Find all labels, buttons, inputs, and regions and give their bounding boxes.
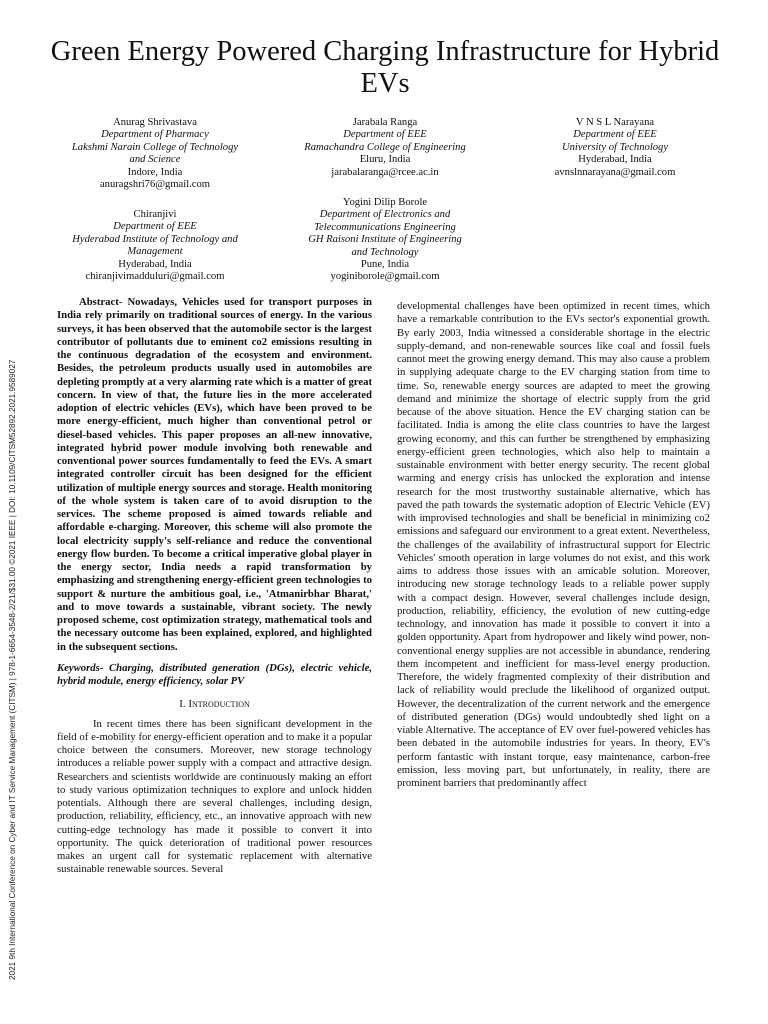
author-name: Anurag Shrivastava bbox=[113, 117, 197, 128]
author-email: jarabalaranga@rcee.ac.in bbox=[331, 166, 439, 178]
section-heading: I. Introduction bbox=[179, 698, 250, 711]
author-block-3 bbox=[520, 117, 710, 179]
author-institution: Telecommunications Engineering bbox=[314, 221, 456, 233]
author-department: Department of Electronics and bbox=[319, 209, 451, 221]
author-email: anuragshri76@gmail.com bbox=[99, 179, 211, 191]
author-location: Eluru, India bbox=[359, 154, 411, 166]
author-block-4 bbox=[55, 209, 255, 283]
author-name: V N S L Narayana bbox=[575, 117, 655, 128]
abstract: Abstract- Nowadays, Vehicles used for transport purposes in India rely primarily on traditional sources of energy. In the various surveys, it has been observed that the automobile sector is the largest contributor of pollutants due to eminent co2 emissions resulting in the continuous degradation of the ecosystem and environment. Besides, the petroleum products usually used in automobiles are depleting promptly at a very alarming rate which is a matter of great concern. In view of that, the future lies in the more accelerated adoption of electric vehicles (EVs), which have been proved to be more energy-efficient, much higher than conventional petrol or diesel-based vehicles. This paper proposes an all-new innovative, integrated hybrid power module involving both renewable and conventional power sources fundamentally to feed the EVs. A smart integrated controller circuit has been designed for the efficient utilization of multiple energy sources and storage. Health monitoring of the whole system is taken care of to avoid disruption to the services. The scheme proposed is aimed towards reliable and affordable e-charging. Moreover, this scheme will also promote the local electricity supply's self-reliance and reduce the conventional energy flow burden. To become a critical imperative global player in the energy sector, India needs a rapid transformation by emphasizing and strengthening energy-efficient green technologies to support & nurture the ambitious goal, i.e., 'Atmanirbhar Bharat,' and to move towards a sustainable, vibrant society. The newly proposed scheme, cost optimization strategy, mathematical tools and the necessary outcome has been explained, explored, and highlighted in the subsequent sections. bbox=[57, 296, 372, 653]
conference-citation: 2021 9th International Conference on Cyber and IT Service Management (CITSM) | 978-1-6654-3548-2/21/$31.00 ©2021 IEEE | DOI: 10.1109/CITSM52892.2021.9589027 bbox=[8, 359, 17, 980]
body-paragraph: developmental challenges have been optimized in recent times, which have a remarkable contribution to the EVs sector's exponential growth. By early 2003, India witnessed a considerable shortage in the electric supply-demand, and non-renewable sources like coal and fossil fuels cannot meet the growing energy demand. This may also cause a problem in supplying adequate charge to the EV charging station from time to time. So, renewable energy sources are adapted to meet the growing demand and minimize the shortage of electric supply from the grid because of the above situation. Hence the EV charging station can be facilitated. India is among the elite class countries to have the largest growing economy, and this can further be strengthened by emphasizing energy-efficient green technologies, which also help to maintain a sustainable environment with better energy security. The recent global warming and energy crisis has unlocked the exploration and intense research for the most trustworthy sustainable alternative, which has paved the path towards the systematic adoption of Electric Vehicle (EV) with improvised technologies and shall be beneficial in minimizing co2 emissions and safeguard our environment to a great extent. Nevertheless, the challenges of the availability of infrastructural support for Electric Vehicles' smooth operation in large volumes do not exist, and this work aims to address those issues with an amicable solution. Moreover, introducing new storage technology leads to a reliable power supply with a compact design. However, several challenges include design, production, reliability, efficiency, the evolution of new cutting-edge technology, and innovation has made it possible to convert it into a golden opportunity. Apart from hydropower and likely wind power, non-conventional energy supplies are not accessible in abundance, rendering them incompetent and inefficient for mass-level energy production. Therefore, the widely fragmented complexity of their distribution and lack of reliability would preclude the likelihood of organized output. However, the decentralization of the current network and the emergence of distributed generation (DGs) would undoubtedly shed light on a viable Alternative. The acceptance of EV over fuel-powered vehicles has been debated in the automobile industries for years. In theory, EV's perform fantastic with instant torque, easy maintenance, carbon-free emission, less moving part, but unfortunately, in reality, there are prominent barriers that predominantly affect bbox=[397, 300, 710, 789]
author-institution: GH Raisoni Institute of Engineering bbox=[308, 234, 462, 246]
author-location: Hyderabad, India bbox=[118, 258, 192, 270]
intro-paragraph: In recent times there has been significant development in the field of e-mobility for energy-efficient operation and to make it a popular choice between the consumers. Moreover, new storage technology introduces a reliable power supply with a compact and attractive design. Researchers and scientists worldwide are continuously making an effort to study various optimization techniques to explore and unlock hidden potentials. Although there are several challenges, including design, production, reliability, efficiency, etc., an innovative approach with new cutting-edge technology has made it possible to convert it into opportunity. The quick deterioration of traditional power resources makes an urgent call for systematic replacement with alternative sustainable renewable sources. Several bbox=[57, 717, 372, 876]
paper-title: Green Energy Powered Charging Infrastructure for Hybrid EVs bbox=[50, 36, 720, 99]
author-institution: Ramachandra College of Engineering bbox=[304, 141, 466, 153]
author-name: Chiranjivi bbox=[133, 209, 177, 220]
author-block-2 bbox=[280, 117, 490, 179]
author-department: Department of EEE bbox=[113, 221, 197, 233]
author-department: Department of EEE bbox=[573, 129, 657, 141]
author-location: Pune, India bbox=[360, 259, 410, 271]
author-department: Department of EEE bbox=[343, 129, 427, 141]
left-column bbox=[57, 296, 372, 877]
author-name: Yogini Dilip Borole bbox=[342, 197, 428, 208]
author-department: Department of Pharmacy bbox=[101, 129, 209, 141]
author-institution: and Technology bbox=[351, 246, 419, 258]
author-location: Hyderabad, India bbox=[578, 154, 652, 166]
author-institution: Management bbox=[127, 246, 183, 258]
author-block-1 bbox=[55, 117, 255, 191]
conference-sidebar bbox=[8, 280, 28, 980]
keywords: Keywords- Charging, distributed generation (DGs), electric vehicle, hybrid module, energy efficiency, solar PV bbox=[57, 661, 372, 687]
author-email: chiranjivimadduluri@gmail.com bbox=[85, 271, 225, 283]
author-email: yoginiborole@gmail.com bbox=[330, 271, 440, 283]
author-institution: University of Technology bbox=[561, 141, 669, 153]
author-email: avnslnnarayana@gmail.com bbox=[554, 166, 676, 178]
author-name: Jarabala Ranga bbox=[352, 117, 418, 128]
author-institution: and Science bbox=[129, 154, 181, 166]
author-institution: Lakshmi Narain College of Technology bbox=[71, 141, 239, 153]
author-institution: Hyderabad Institute of Technology and bbox=[72, 233, 238, 245]
right-column bbox=[397, 300, 710, 790]
author-block-5 bbox=[280, 197, 490, 284]
author-location: Indore, India bbox=[127, 166, 183, 178]
